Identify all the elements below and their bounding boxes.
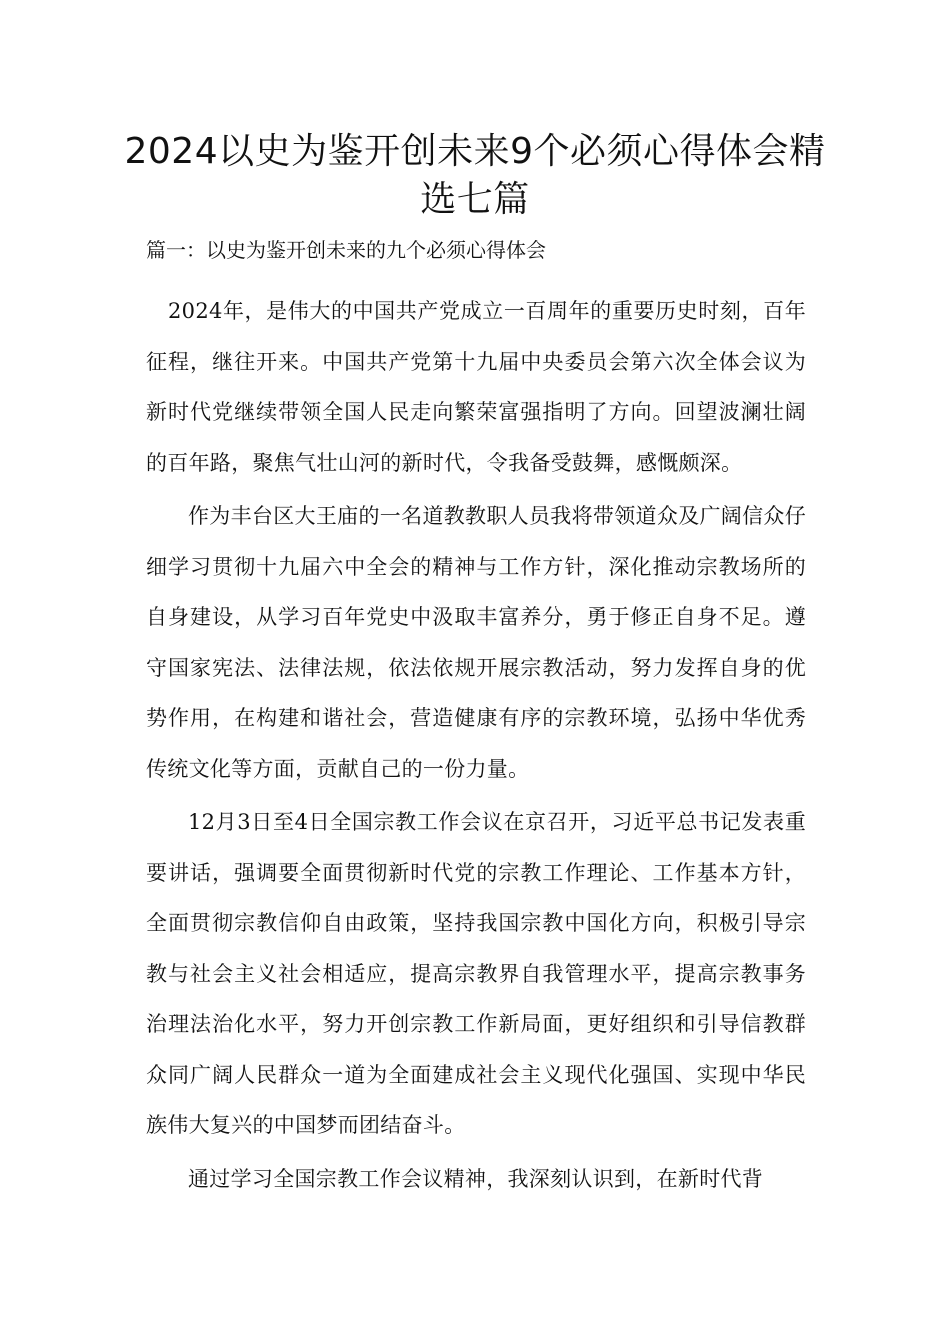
section-heading: 篇一：以史为鉴开创未来的九个必须心得体会 bbox=[146, 238, 546, 262]
document-title: 2024以史为鉴开创未来9个必须心得体会精选七篇 bbox=[124, 131, 826, 220]
document-body bbox=[146, 286, 806, 1207]
paragraph: 作为丰台区大王庙的一名道教教职人员我将带领道众及广阔信众仔细学习贯彻十九届六中全会的精神与工作方针，深化推动宗教场所的自身建设，从学习百年党史中汲取丰富养分，勇于修正自身不足。遵守国家宪法、法律法规，依法依规开展宗教活动，努力发挥自身的优势作用，在构建和谐社会，营造健康有序的宗教环境，弘扬中华优秀传统文化等方面，贡献自己的一份力量。 bbox=[146, 504, 806, 781]
paragraph: 2024年，是伟大的中国共产党成立一百周年的重要历史时刻，百年征程，继往开来。中国共产党第十九届中央委员会第六次全体会议为新时代党继续带领全国人民走向繁荣富强指明了方向。回望波澜壮阔的百年路，聚焦气壮山河的新时代，令我备受鼓舞，感慨颇深。 bbox=[146, 299, 806, 475]
paragraph: 通过学习全国宗教工作会议精神，我深刻认识到，在新时代背 bbox=[188, 1166, 764, 1191]
paragraph: 12月3日至4日全国宗教工作会议在京召开，习近平总书记发表重要讲话，强调要全面贯彻新时代党的宗教工作理论、工作基本方针，全面贯彻宗教信仰自由政策，坚持我国宗教中国化方向，积极引导宗教与社会主义社会相适应，提高宗教界自我管理水平，提高宗教事务治理法治化水平，努力开创宗教工作新局面，更好组织和引导信教群众同广阔人民群众一道为全面建成社会主义现代化强国、实现中华民族伟大复兴的中国梦而团结奋斗。 bbox=[146, 810, 806, 1137]
